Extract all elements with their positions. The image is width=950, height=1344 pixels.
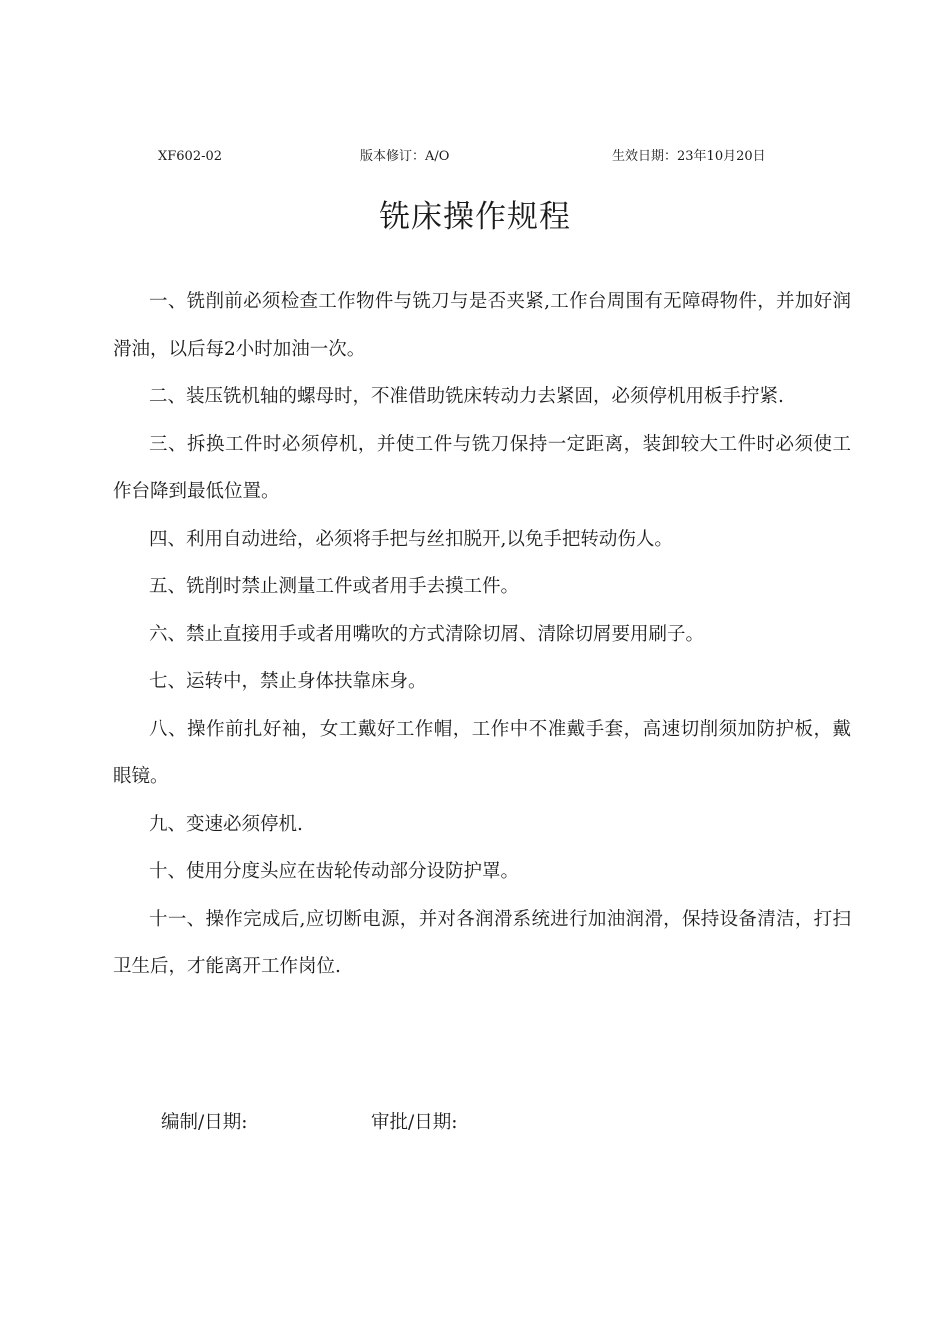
version-revision: 版本修订：A/O (360, 149, 450, 164)
rule-item: 五、铣削时禁止测量工件或者用手去摸工件。 (149, 576, 520, 597)
signature-block (0, 1106, 950, 1140)
rule-item: 十、使用分度头应在齿轮传动部分设防护罩。 (149, 861, 520, 882)
rule-item: 十一、操作完成后,应切断电源，并对各润滑系统进行加油润滑，保持设备清洁，打扫卫生后，才能离开工作岗位. (113, 908, 851, 977)
document-header (0, 146, 950, 168)
rule-item: 七、运转中，禁止身体扶靠床身。 (149, 671, 427, 692)
rules-list (113, 278, 851, 991)
rule-item: 一、铣削前必须检查工作物件与铣刀与是否夹紧,工作台周围有无障碍物件，并加好润滑油，以后每2小时加油一次。 (113, 291, 851, 360)
rule-item: 九、变速必须停机. (149, 813, 303, 835)
page-title: 铣床操作规程 (379, 199, 571, 235)
rule-item: 八、操作前扎好袖，女工戴好工作帽，工作中不准戴手套，高速切削须加防护板，戴眼镜。 (113, 718, 851, 787)
effective-date: 生效日期：23年10月20日 (612, 149, 766, 164)
rule-item: 六、禁止直接用手或者用嘴吹的方式清除切屑、清除切屑要用刷子。 (149, 623, 705, 645)
rule-item: 三、拆换工件时必须停机，并使工件与铣刀保持一定距离，装卸较大工件时必须使工作台降到最低位置。 (113, 433, 851, 502)
rule-item: 二、装压铣机轴的螺母时，不准借助铣床转动力去紧固，必须停机用板手拧紧. (149, 386, 784, 407)
document-code: XF602-02 (158, 149, 223, 164)
approved-by-date: 审批/日期: (371, 1112, 458, 1133)
compiled-by-date: 编制/日期: (161, 1112, 248, 1133)
rule-item: 四、利用自动进给，必须将手把与丝扣脱开,以免手把转动伤人。 (149, 528, 673, 550)
